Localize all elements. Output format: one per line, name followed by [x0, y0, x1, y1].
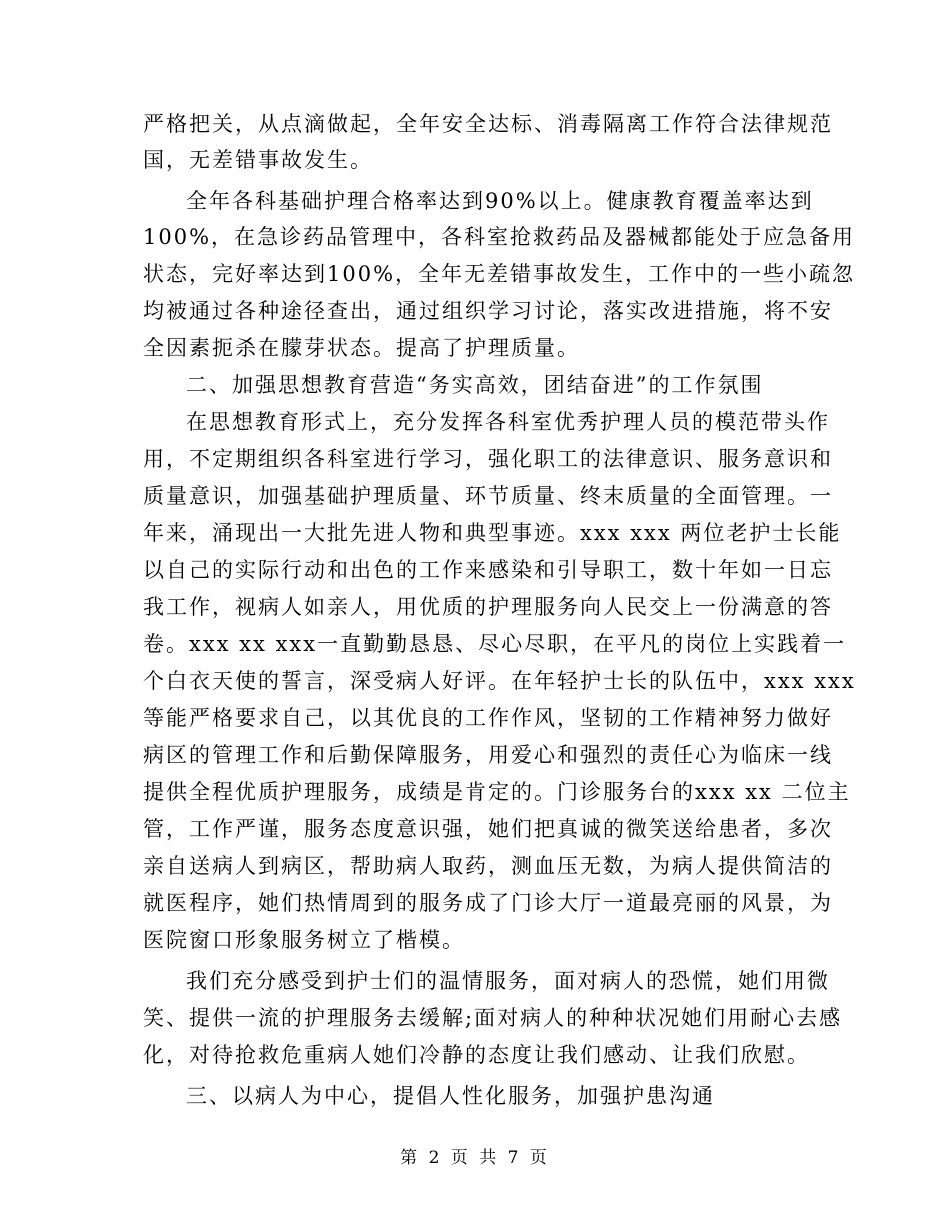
text-line: 我工作，视病人如亲人，用优质的护理服务向人民交上一份满意的答	[143, 595, 833, 619]
text-line: 等能严格要求自己，以其优良的工作作风，坚韧的工作精神努力做好	[143, 706, 833, 730]
section-heading: 二、加强思想教育营造“务实高效，团结奋进”的工作氛围	[186, 373, 764, 397]
paragraph-start-line: 在思想教育形式上，充分发挥各科室优秀护理人员的模范带头作	[186, 410, 830, 434]
text-line: 以自己的实际行动和出色的工作来感染和引导职工，数十年如一日忘	[143, 558, 833, 582]
text-line: 均被通过各种途径查出，通过组织学习讨论，落实改进措施，将不安	[143, 299, 833, 323]
text-line: 医院窗口形象服务树立了楷模。	[143, 928, 465, 952]
page-footer: 第 2 页 共 7 页	[400, 1148, 550, 1168]
section-heading: 三、以病人为中心，提倡人性化服务，加强护患沟通	[186, 1084, 715, 1108]
text-line: 就医程序，她们热情周到的服务成了门诊大厅一道最亮丽的风景，为	[143, 891, 833, 915]
text-line: 笑、提供一流的护理服务去缓解;面对病人的种种状况她们用耐心去感	[143, 1006, 843, 1030]
paragraph-start-line: 全年各科基础护理合格率达到90%以上。健康教育覆盖率达到	[186, 189, 814, 213]
text-line: 个白衣天使的誓言，深受病人好评。在年轻护士长的队伍中，xxx xxx	[143, 669, 856, 693]
text-line: 化，对待抢救危重病人她们冷静的态度让我们感动、让我们欣慰。	[143, 1043, 810, 1067]
text-line: 状态，完好率达到100%，全年无差错事故发生，工作中的一些小疏忽	[143, 262, 856, 286]
text-line: 100%，在急诊药品管理中，各科室抢救药品及器械都能处于应急备用	[143, 225, 856, 249]
text-line: 管，工作严谨，服务态度意识强，她们把真诚的微笑送给患者，多次	[143, 817, 833, 841]
text-line: 国，无差错事故发生。	[143, 148, 373, 172]
text-line: 全因素扼杀在朦芽状态。提高了护理质量。	[143, 336, 580, 360]
text-line: 病区的管理工作和后勤保障服务，用爱心和强烈的责任心为临床一线	[143, 743, 833, 767]
text-line: 卷。xxx xx xxx一直勤勤恳恳、尽心尽职，在平凡的岗位上实践着一	[143, 632, 847, 656]
text-line: 严格把关，从点滴做起，全年安全达标、消毒隔离工作符合法律规范	[143, 112, 833, 136]
paragraph-start-line: 我们充分感受到护士们的温情服务，面对病人的恐慌，她们用微	[186, 969, 830, 993]
text-line: 亲自送病人到病区，帮助病人取药，测血压无数，为病人提供简洁的	[143, 854, 833, 878]
text-line: 年来，涌现出一大批先进人物和典型事迹。xxx xxx 两位老护士长能	[143, 521, 842, 545]
text-line: 提供全程优质护理服务，成绩是肯定的。门诊服务台的xxx xx 二位主	[143, 780, 851, 804]
text-line: 质量意识，加强基础护理质量、环节质量、终末质量的全面管理。一	[143, 484, 833, 508]
text-line: 用，不定期组织各科室进行学习，强化职工的法律意识、服务意识和	[143, 447, 833, 471]
